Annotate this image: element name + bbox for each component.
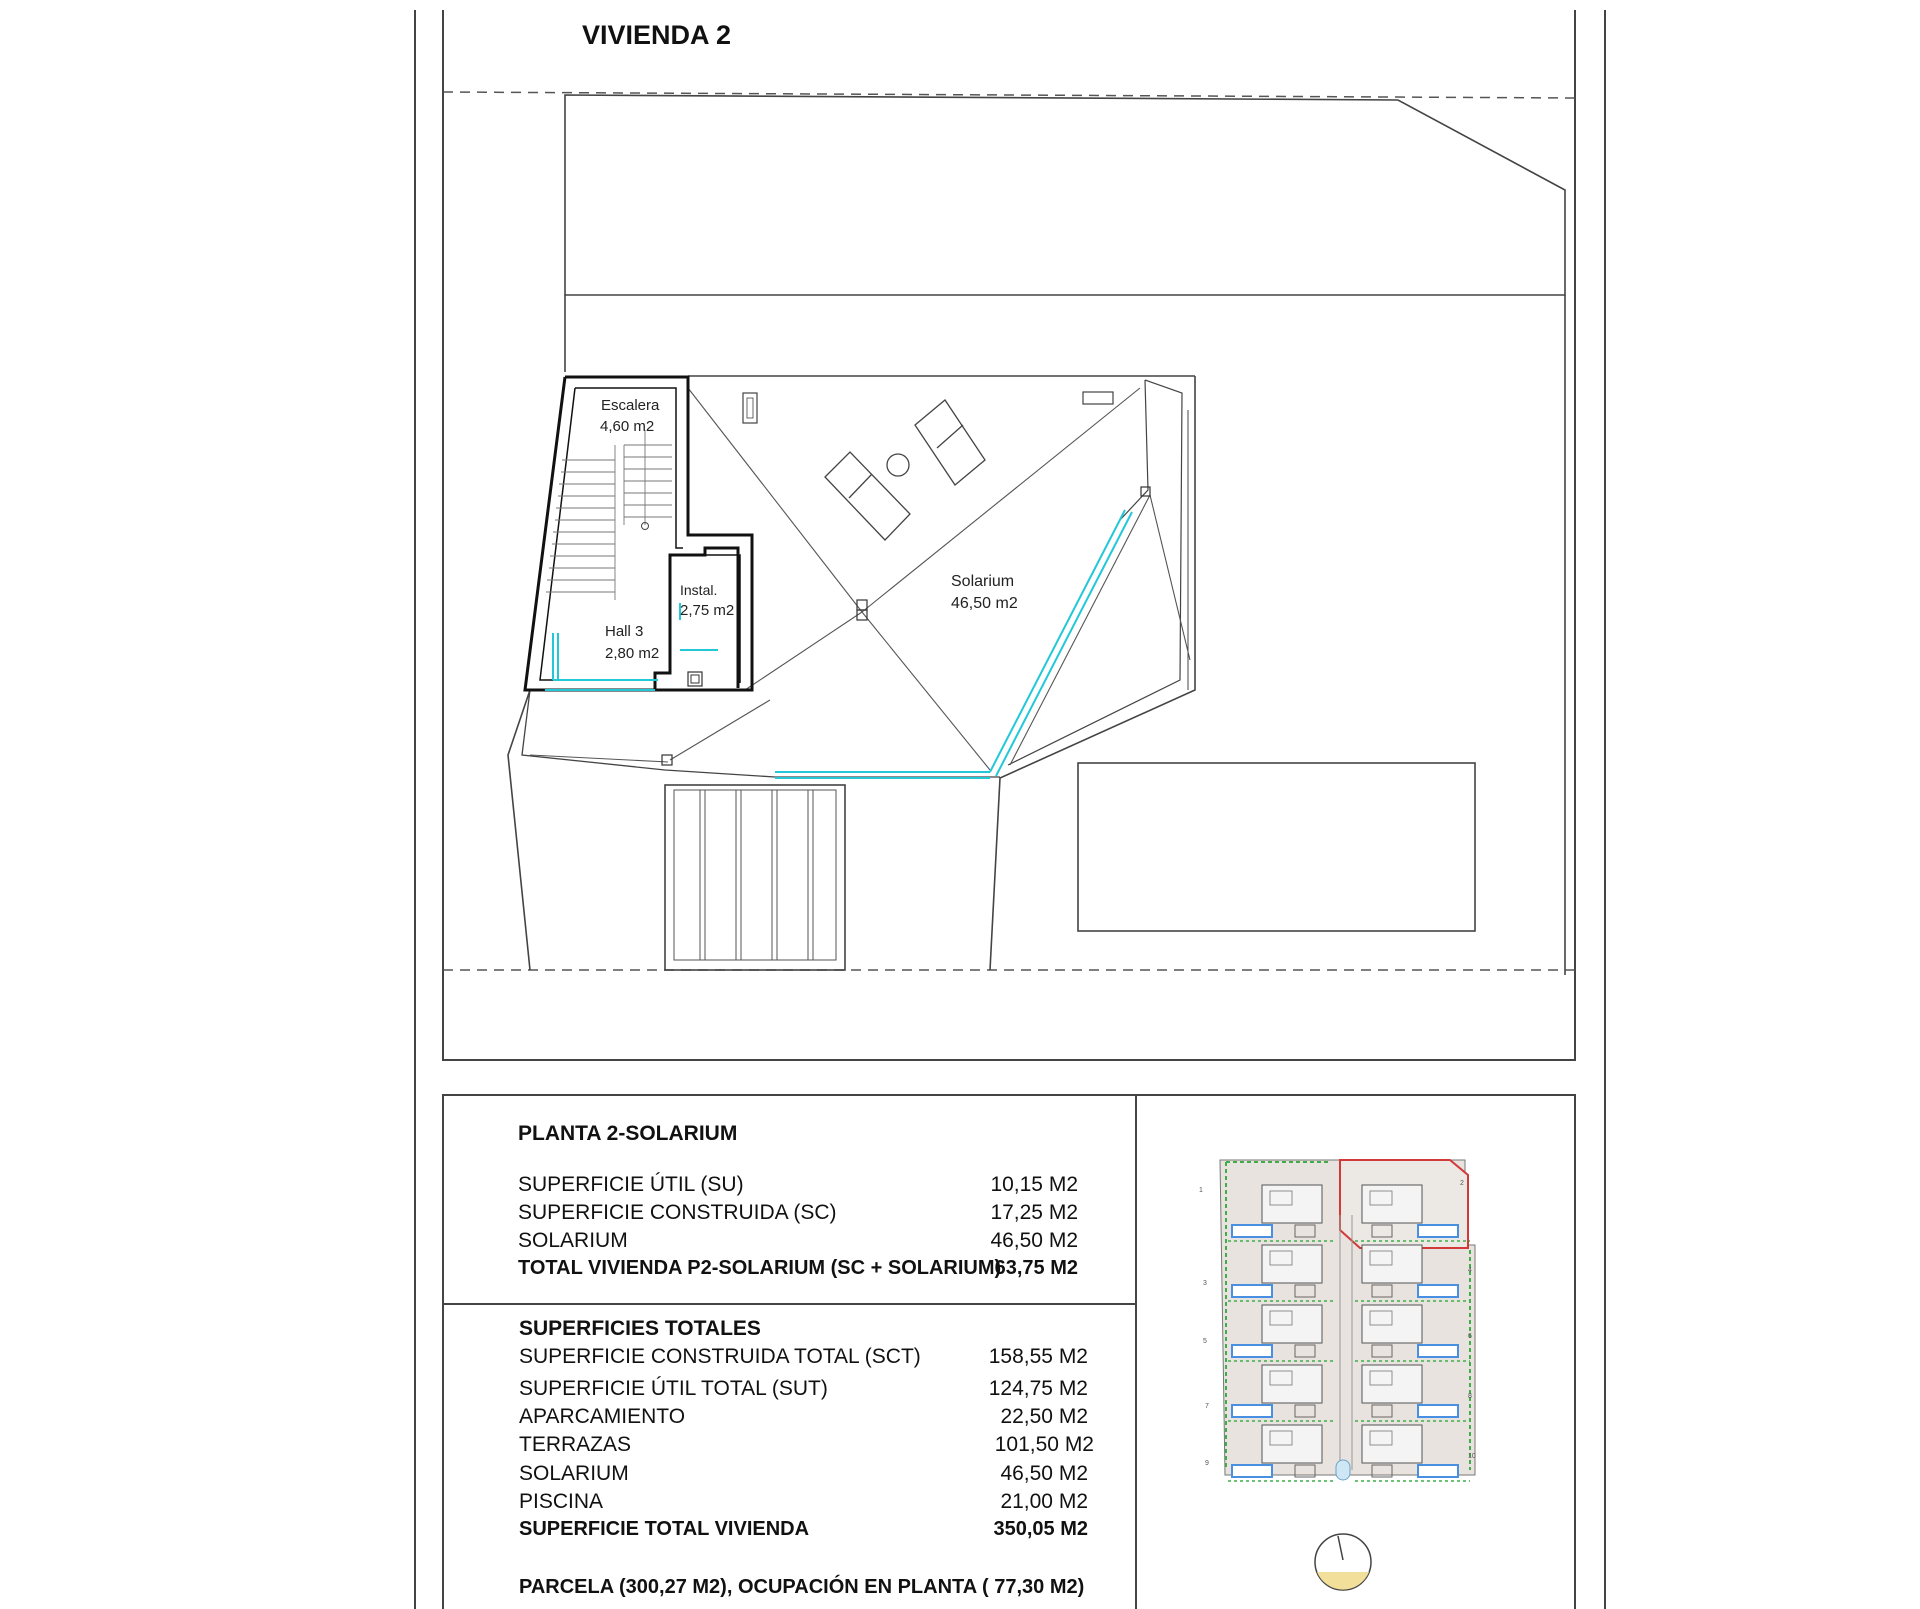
table-row-value: 21,00 M2 [1000, 1490, 1088, 1513]
site-pool [1418, 1405, 1458, 1417]
shower-fixture [1083, 392, 1113, 404]
pergola-slats [665, 785, 845, 970]
table-row-label: SOLARIUM [518, 1229, 628, 1252]
site-plan-thumbnail [1199, 1160, 1476, 1481]
site-pool [1418, 1285, 1458, 1297]
pergola-slats [700, 790, 813, 960]
shower-fixture [743, 393, 757, 423]
roundabout-marker [1336, 1460, 1350, 1480]
plan-frame [443, 10, 1575, 1060]
unit-number-label: 1 [1199, 1187, 1203, 1194]
table-row-label: SOLARIUM [519, 1462, 629, 1485]
unit-number-label: 6 [1468, 1333, 1472, 1340]
pool-outline [1078, 763, 1475, 931]
unit-number-label: 2 [1460, 1180, 1464, 1187]
glazing-lines [545, 510, 1132, 778]
unit-number-label: 5 [1203, 1338, 1207, 1345]
site-pool [1232, 1225, 1272, 1237]
table-row-value: 350,05 M2 [993, 1518, 1088, 1540]
unit-number-label: 10 [1468, 1453, 1476, 1460]
site-pool [1232, 1405, 1272, 1417]
table-row-label: TERRAZAS [519, 1433, 632, 1456]
unit-number-label: 9 [1205, 1460, 1209, 1467]
site-pool [1232, 1465, 1272, 1477]
wall-line [990, 376, 1195, 970]
room-name-instal: Instal. [680, 582, 718, 598]
site-pool [1232, 1285, 1272, 1297]
unit-number-label: 7 [1205, 1403, 1209, 1410]
room-area-instal: 2,75 m2 [680, 602, 735, 619]
shower-fixture [747, 398, 753, 418]
site-pool [1418, 1345, 1458, 1357]
sun-loungers [825, 400, 985, 540]
column-marker [1141, 487, 1150, 496]
room-name-solarium: Solarium [951, 573, 1015, 590]
shaft-fixture [688, 672, 702, 686]
totals-table-heading: SUPERFICIES TOTALES [519, 1317, 761, 1340]
lower-floor-outline [565, 95, 1565, 295]
table-row-value: 101,50 M2 [994, 1433, 1094, 1456]
table-row-label: SUPERFICIE CONSTRUIDA TOTAL (SCT) [519, 1345, 921, 1368]
table-row-value: 17,25 M2 [990, 1201, 1078, 1224]
table-row-value: 158,55 M2 [988, 1345, 1088, 1368]
stair-treads [546, 430, 672, 600]
table-row-value: 46,50 M2 [990, 1229, 1078, 1252]
unit-number-label: 8 [1468, 1393, 1472, 1400]
table-row-label: SUPERFICIE TOTAL VIVIENDA [519, 1518, 810, 1540]
site-pool [1232, 1345, 1272, 1357]
room-area-escalera: 4,60 m2 [600, 418, 655, 435]
unit-number-label: 3 [1203, 1280, 1207, 1287]
table-row-value: 10,15 M2 [990, 1173, 1078, 1196]
table-row-label: SUPERFICIE CONSTRUIDA (SC) [518, 1201, 837, 1224]
room-name-hall: Hall 3 [605, 623, 644, 640]
room-area-hall: 2,80 m2 [605, 645, 660, 662]
table-row-label: APARCAMIENTO [519, 1405, 686, 1428]
table-row-label: SUPERFICIE ÚTIL (SU) [518, 1173, 744, 1196]
wall-line [508, 690, 530, 970]
room-area-solarium: 46,50 m2 [951, 595, 1018, 612]
site-pool [1418, 1225, 1458, 1237]
unit-number-label: 4 [1468, 1267, 1472, 1274]
table-row-label: PISCINA [519, 1490, 604, 1513]
stair-walls [565, 377, 752, 690]
room-name-escalera: Escalera [601, 397, 660, 414]
parcel-summary: PARCELA (300,27 M2), OCUPACIÓN EN PLANTA ( 77,30 M2) [519, 1576, 1085, 1598]
side-table [887, 454, 909, 476]
table-row-value: 22,50 M2 [1000, 1405, 1088, 1428]
floor-table-heading: PLANTA 2-SOLARIUM [518, 1122, 738, 1145]
table-row-value: 63,75 M2 [994, 1257, 1078, 1279]
table-row-label: SUPERFICIE ÚTIL TOTAL (SUT) [519, 1377, 828, 1400]
pergola-slats [674, 790, 836, 960]
table-row-value: 46,50 M2 [1000, 1462, 1088, 1485]
shaft-fixture [691, 675, 699, 683]
page-title: VIVIENDA 2 [582, 20, 732, 50]
table-row-value: 124,75 M2 [988, 1377, 1088, 1400]
site-pool [1418, 1465, 1458, 1477]
solarium-edge [522, 690, 1000, 777]
north-compass [1315, 1534, 1371, 1590]
table-row-label: TOTAL VIVIENDA P2-SOLARIUM (SC + SOLARIUM) [518, 1257, 1002, 1279]
instal-walls [672, 555, 740, 683]
